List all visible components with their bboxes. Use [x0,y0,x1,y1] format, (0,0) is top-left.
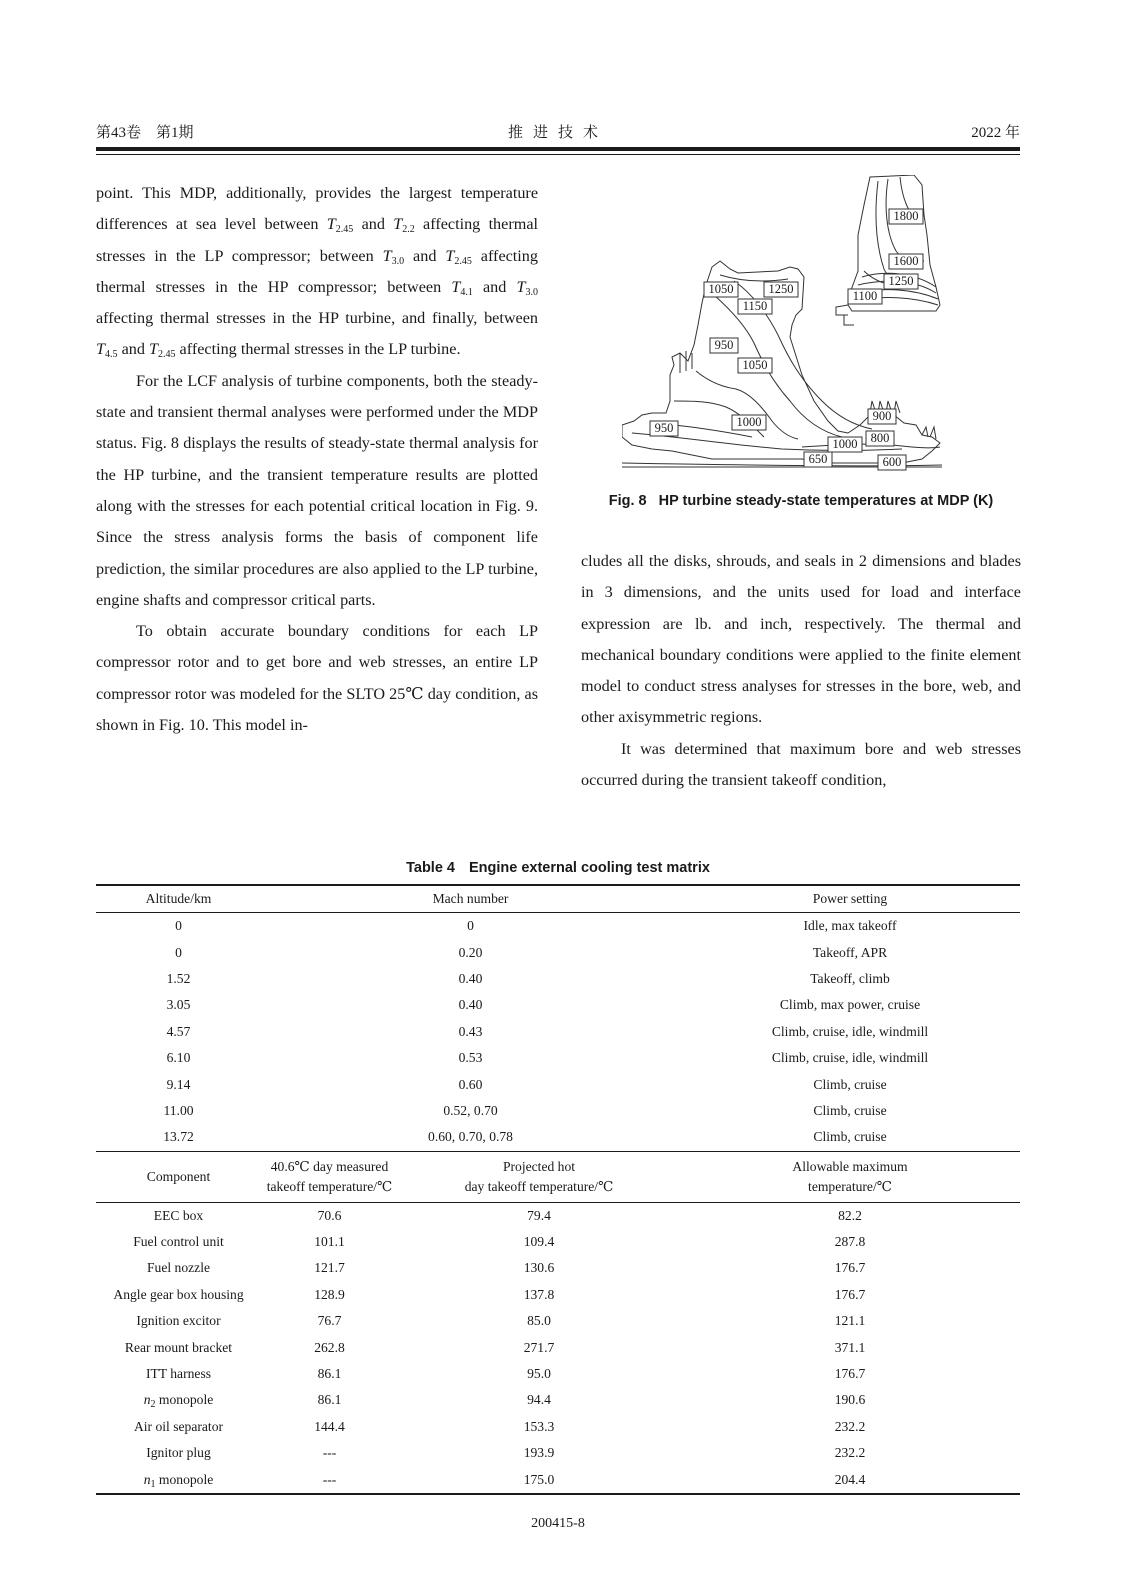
cell-altitude: 0 [175,918,182,934]
paragraph-model-description: cludes all the disks, shrouds, and seals in 2 dimensions and blades in 3 dimensions, and the units used for load and interface expression are lb. and inch, respectively. The thermal and mechanical boundary conditions were applied to the finite element model to conduct stress analyses for stresses in the bore, web, and other axisymmetric regions. [581,552,1021,727]
header-mach-number: Mach number [261,885,680,913]
cell-projected: 271.7 [523,1339,555,1355]
journal-title: 推进技术 [507,125,608,141]
cell-projected: 130.6 [523,1260,555,1276]
cell-component: $n_1$ monopole [96,1466,261,1493]
table-row [96,1255,1020,1281]
cell-mach: 0.60, 0.70, 0.78 [428,1129,513,1145]
cell-component: Rear mount bracket [124,1339,233,1355]
cell-power: Climb, cruise [813,1076,887,1092]
cell-altitude: 3.05 [166,997,191,1013]
cell-allowable: 176.7 [834,1286,866,1302]
engine-cooling-test-matrix [96,884,1020,1495]
cell-measured: 144.4 [314,1418,345,1434]
table-row [96,1071,1020,1097]
header-rule-thin [96,154,1020,155]
journal-year: 2022 年 [971,125,1020,141]
cell-power: Idle, max takeoff [803,918,897,934]
cell-altitude: 4.57 [166,1023,191,1039]
cell-component: Fuel control unit [133,1234,224,1250]
table-row [96,1361,1020,1387]
header-projected-temp: Projected hot day takeoff temperature/℃ [398,1151,680,1202]
contour-label: 900 [872,409,892,423]
cell-measured: 101.1 [314,1234,345,1250]
table-row [96,1019,1020,1045]
cell-measured: --- [322,1445,337,1461]
cell-allowable: 190.6 [834,1392,866,1408]
table-row [96,1098,1020,1124]
component-temperatures-body [96,1202,1020,1494]
cell-mach: 0.53 [458,1050,483,1066]
header-measured-temp: 40.6℃ day measured takeoff temperature/℃ [261,1151,398,1202]
right-column [581,546,1021,796]
cell-projected: 153.3 [523,1418,555,1434]
contour-label: 1050 [708,282,734,296]
table-title-text: Engine external cooling test matrix [468,860,710,876]
cell-altitude: 0 [175,944,182,960]
table-row [96,1334,1020,1360]
cell-measured: 86.1 [317,1392,342,1408]
header-allowable-temp: Allowable maximum temperature/℃ [680,1151,1020,1202]
cell-power: Climb, max power, cruise [779,997,921,1013]
flight-conditions-body [96,913,1020,1152]
component-header-row [96,1151,1020,1202]
contour-label: 1000 [832,437,858,451]
cell-projected: 94.4 [527,1392,551,1408]
header-component: Component [96,1151,261,1202]
cell-allowable: 176.7 [834,1366,866,1382]
cell-mach: 0.40 [458,970,483,986]
contour-label: 1600 [893,254,919,268]
figure-number: Fig. 8 [608,493,647,509]
cell-component: Ignitor plug [146,1445,211,1461]
cell-projected: 193.9 [523,1445,555,1461]
cell-power: Climb, cruise, idle, windmill [771,1050,929,1066]
contour-label: 1000 [736,415,762,429]
header-power-setting: Power setting [680,885,1020,913]
contour-label: 1100 [852,289,878,303]
cell-allowable: 371.1 [834,1339,866,1355]
cell-projected: 79.4 [527,1207,551,1223]
cell-measured: 121.7 [314,1260,345,1276]
cell-projected: 109.4 [523,1234,555,1250]
contour-label: 600 [882,455,902,469]
cell-component: EEC box [153,1207,204,1223]
page-number: 200415-8 [531,1516,585,1531]
contour-label: 950 [714,338,734,352]
table-row [96,1308,1020,1334]
table-row [96,1282,1020,1308]
cell-allowable: 176.7 [834,1260,866,1276]
cell-projected: 95.0 [527,1366,551,1382]
cell-power: Climb, cruise [813,1129,887,1145]
cell-projected: 85.0 [527,1313,551,1329]
header-altitude: Altitude/km [96,885,261,913]
cell-projected: 137.8 [523,1286,555,1302]
table-row [96,992,1020,1018]
cell-measured: 128.9 [314,1286,345,1302]
contour-label: 1250 [888,274,914,288]
cell-component: $n_2$ monopole [143,1392,214,1411]
cell-measured: 70.6 [317,1207,342,1223]
table-row [96,1045,1020,1071]
cell-mach: 0 [467,918,474,934]
table-row [96,966,1020,992]
cell-power: Takeoff, APR [812,944,888,960]
cell-altitude: 1.52 [166,970,191,986]
cell-allowable: 82.2 [838,1207,862,1223]
table-title [96,860,1020,876]
paragraph-bore-web-stresses: It was determined that maximum bore and web stresses occurred during the transient takeoff condition, [581,739,1021,790]
left-column [96,178,538,741]
cell-allowable: 287.8 [834,1234,866,1250]
cell-measured: --- [261,1466,398,1493]
cell-component: Fuel nozzle [146,1260,211,1276]
journal-volume-issue: 第43卷 第1期 [96,125,194,141]
cell-mach: 0.40 [458,997,483,1013]
cell-component: Ignition excitor [136,1313,221,1329]
cell-allowable: 204.4 [680,1466,1020,1493]
table-row [96,1229,1020,1255]
cell-mach: 0.52, 0.70 [443,1102,498,1118]
paragraph-mdp-temperature-differences: point. This MDP, additionally, provides the largest temperature differences at sea level between $T_{2.45}$ and $T_{2.2}$ affecting thermal stresses in the LP compressor; between $T_{3.0}$ and $T_{2.45}$ affecting thermal stresses in the HP compressor; between $T_{4.1}$ and $T_{3.0}$ affecting thermal stresses in the HP turbine, and finally, between $T_{4.5}$ and $T_{2.45}$ affecting thermal stresses in the LP turbine. [96,184,539,361]
contour-label: 650 [808,452,828,466]
cell-mach: 0.20 [458,944,483,960]
cell-projected: 175.0 [398,1466,680,1493]
flight-condition-header-row [96,885,1020,913]
cell-measured: 86.1 [317,1366,342,1382]
cell-allowable: 232.2 [834,1445,866,1461]
running-header [96,121,1020,143]
contour-label: 800 [870,431,890,445]
cell-power: Climb, cruise [813,1102,887,1118]
table-row [96,1440,1020,1466]
table-row [96,1202,1020,1229]
table-row [96,1124,1020,1151]
figure-caption-text: HP turbine steady-state temperatures at MDP (K) [658,493,994,509]
fig8-hp-turbine-temperature-contour [622,175,994,487]
contour-label: 1800 [893,209,919,223]
cell-component: Air oil separator [133,1418,224,1434]
cell-component: Angle gear box housing [113,1286,244,1302]
table-row [96,1414,1020,1440]
cell-allowable: 232.2 [834,1418,866,1434]
cell-mach: 0.43 [458,1023,483,1039]
table-row [96,1387,1020,1413]
table-row [96,913,1020,940]
cell-allowable: 121.1 [834,1313,866,1329]
cell-mach: 0.60 [458,1076,483,1092]
cell-altitude: 6.10 [166,1050,191,1066]
cell-measured: 262.8 [314,1339,345,1355]
paragraph-lp-compressor-model: To obtain accurate boundary conditions for each LP compressor rotor and to get bore and web stresses, an entire LP compressor rotor was modeled for the SLTO 25℃ day condition, as shown in Fig. 10. This model in- [96,622,538,735]
contour-label: 1250 [768,282,794,296]
table-row [96,939,1020,965]
cell-component: ITT harness [145,1366,212,1382]
contour-label: 1050 [742,358,768,372]
table-row [96,1466,1020,1493]
contour-label: 1150 [742,299,768,313]
table-number: Table 4 [406,860,455,876]
cell-altitude: 11.00 [163,1102,194,1118]
header-rule-thick [96,147,1020,151]
cell-altitude: 13.72 [163,1129,194,1145]
cell-power: Climb, cruise, idle, windmill [771,1023,929,1039]
cell-measured: 76.7 [317,1313,342,1329]
cell-power: Takeoff, climb [810,970,890,986]
paragraph-lcf-analysis: For the LCF analysis of turbine components, both the steady-state and transient thermal analyses were performed under the MDP status. Fig. 8 displays the results of steady-state thermal analysis for the HP turbine, and the transient temperature results are plotted along with the stresses for each potential critical location in Fig. 9. Since the stress analysis forms the basis of component life prediction, the similar procedures are also applied to the LP turbine, engine shafts and compressor critical parts. [96,371,538,609]
contour-label: 950 [654,421,674,435]
figure-caption [581,493,1021,509]
cell-altitude: 9.14 [166,1076,191,1092]
